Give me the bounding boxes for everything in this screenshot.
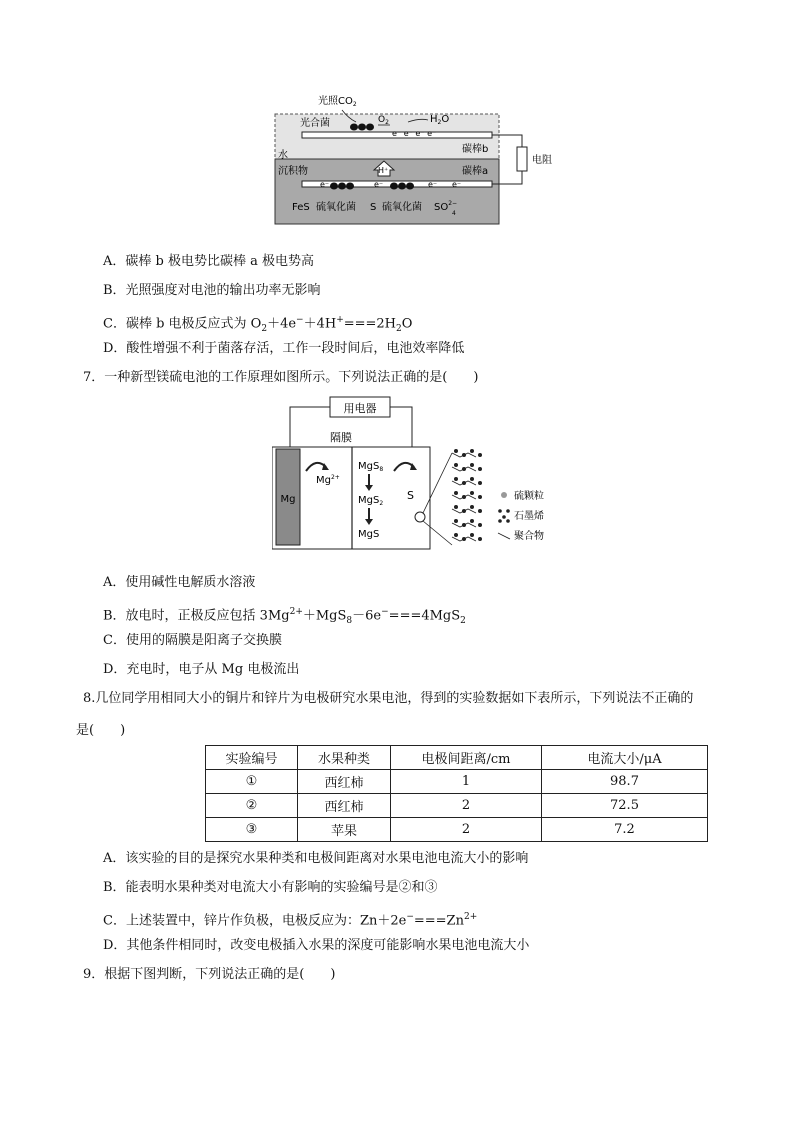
q7-stem: 7．一种新型镁硫电池的工作原理如图所示。下列说法正确的是( ) [83,370,479,385]
light-co2-label: 光照$CO_2$ [318,96,357,108]
mg-s-battery-diagram [272,395,592,555]
table-header-row [206,746,708,770]
q8-option-a: A．该实验的目的是探究水果种类和电极间距离对水果电池电流大小的影响 [103,851,529,866]
table-cell: 7.2 [542,818,708,842]
q8-option-d: D．其他条件相同时，改变电极插入水果的深度可能影响水果电池电流大小 [103,938,530,953]
table-cell: 1 [391,770,542,794]
table-cell: ② [206,794,298,818]
table-row [206,770,708,794]
table-cell: 98.7 [542,770,708,794]
so4-sub: 4 [452,210,456,217]
legend-polymer: 聚合物 [514,531,544,542]
q7-option-a: A．使用碱性电解质水溶液 [103,575,256,590]
q8-option-c: C．上述装置中，锌片作负极，电极反应为：$Zn+2e^-===Zn^{2+}$ [103,912,478,929]
header-current: 电流大小/μA [542,746,708,770]
table-row [206,794,708,818]
table-row [206,818,708,842]
header-fruit-type: 水果种类 [298,746,391,770]
mgs8-label: MgS$_8$ [358,461,384,473]
s-label: S [370,202,377,213]
electron-3: e⁻ [428,180,438,189]
h2o-label: $H_2O$ [430,114,450,126]
q6-option-b: B．光照强度对电池的输出功率无影响 [103,283,321,298]
table-cell: ① [206,770,298,794]
polymer-legend-icon [498,533,510,539]
device-label: 用电器 [343,402,377,415]
rod-a-label: 碳棒a [462,166,489,177]
q8-stem-line2: 是( ) [76,723,126,738]
fes-label: FeS [292,202,310,213]
legend-sulfur-particle: 硫颗粒 [514,491,544,502]
table-cell: 2 [391,794,542,818]
table-cell: 苹果 [298,818,391,842]
fruit-battery-table [205,745,708,842]
so4-label: $SO^{2-}$ [434,200,458,213]
table-cell: ③ [206,818,298,842]
sulfur-bacteria-1-label: 硫氧化菌 [316,202,356,213]
microbial-cell-diagram [270,92,560,230]
sediment-label: 沉积物 [278,166,308,177]
s-electrode-label: S [407,489,414,502]
q7-option-d: D．充电时，电子从 Mg 电极流出 [103,662,300,677]
electron-1: e⁻ [320,180,330,189]
electrons-top: e⁻ e⁻ e⁻ e⁻ [392,129,437,138]
table-cell: 2 [391,818,542,842]
sulfur-bacteria-2-label: 硫氧化菌 [382,202,422,213]
q9-stem: 9．根据下图判断，下列说法正确的是( ) [83,967,336,982]
rod-b-label: 碳棒b [462,144,489,155]
table-cell: 西红柿 [298,794,391,818]
mg-ion-label: $Mg^{2+}$ [316,474,340,486]
membrane-label: 隔膜 [330,431,352,444]
q7-option-b: B．放电时，正极反应包括 $3Mg^{2+}+MgS_8-6e^-===4MgS_2$ [103,607,466,626]
q8-stem-line1: 8.几位同学用相同大小的铜片和锌片为电极研究水果电池，得到的实验数据如下表所示，下列说法不正确的 [83,691,694,706]
resistor-label: 电阻 [532,155,552,166]
table-cell: 西红柿 [298,770,391,794]
graphene-legend-icon [498,509,510,523]
mgs2-label: MgS$_2$ [358,495,384,507]
q7-option-c: C．使用的隔膜是阳离子交换膜 [103,633,282,648]
table-cell: 72.5 [542,794,708,818]
q6-option-c: C．碳棒 b 电极反应式为 $O_2+4e^-+4H^+===2H_2O$ [103,315,413,334]
o2-label: $O_2$ [378,115,389,126]
legend-graphene: 石墨烯 [514,511,544,522]
resistor-box [517,147,527,171]
mg-label: Mg [280,494,296,505]
header-electrode-distance: 电极间距离/cm [391,746,542,770]
q6-option-d: D．酸性增强不利于菌落存活，工作一段时间后，电池效率降低 [103,341,465,356]
mgs-label: MgS [358,529,380,540]
water-label: 水 [278,150,288,161]
electron-4: e⁻ [452,180,462,189]
electron-2: e⁻ [374,180,384,189]
q8-option-b: B．能表明水果种类对电流大小有影响的实验编号是②和③ [103,880,438,895]
q6-option-a: A．碳棒 b 极电势比碳棒 a 极电势高 [103,254,314,269]
h-plus-label: H⁺ [378,166,389,175]
photo-bacteria-label: 光合菌 [300,118,330,129]
header-experiment-no: 实验编号 [206,746,298,770]
sulfur-particle-legend-icon [501,492,507,498]
